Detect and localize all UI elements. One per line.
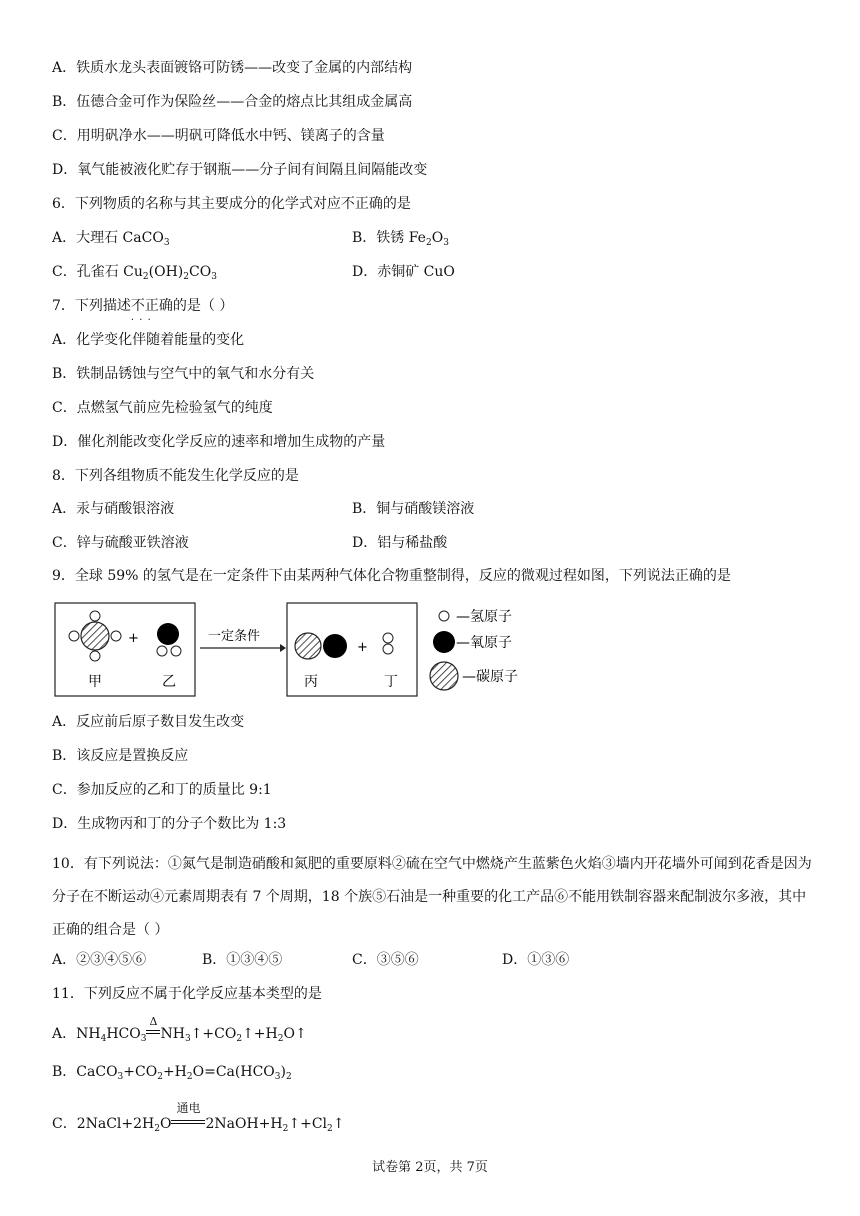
q11-option-b: B．$CaCO_3+CO_2+H_2O=Ca(HCO_3)_2$ — [52, 1064, 292, 1082]
water-molecule-icon — [157, 623, 181, 656]
q11-stem: 11．下列反应不属于化学反应基本类型的是 — [52, 986, 322, 1002]
q6-option-d: D．赤铜矿 CuO — [352, 264, 455, 280]
page-footer: 试卷第 2页，共 7页 — [372, 1160, 488, 1175]
arrow-head-icon — [280, 644, 286, 652]
reaction-condition: 一定条件 — [208, 629, 261, 644]
q6-option-c: C．孔雀石 $Cu_2(OH)_2CO_3$ — [52, 264, 217, 282]
q6-option-a: A．大理石 CaCO$_3$ — [52, 230, 170, 248]
q6-option-b: B．铁锈 $Fe_2O_3$ — [352, 230, 449, 248]
q8-stem: 8．下列各组物质不能发生化学反应的是 — [52, 468, 299, 484]
q11-option-a: A．$NH_4HCO_3$ Δ $NH_3↑+CO_2↑+H_2O↑$ — [52, 1015, 307, 1044]
reaction-diagram — [54, 602, 554, 702]
label-jia: 甲 — [88, 674, 102, 690]
legend-carbon: —碳原子 — [462, 669, 518, 685]
heating-condition: Δ — [146, 1024, 160, 1044]
q8-option-a: A．汞与硝酸银溶液 — [52, 501, 175, 517]
q10-option-c: C．③⑤⑥ — [352, 952, 419, 968]
q9-stem: 9．全球 59% 的氢气是在一定条件下由某两种气体化合物重整制得，反应的微观过程如图，下列说法正确的是 — [52, 568, 731, 584]
carbon-atom-icon — [430, 662, 458, 690]
q10-option-a: A．②③④⑤⑥ — [52, 952, 147, 968]
q10-stem: 10．有下列说法：①氮气是制造硝酸和氮肥的重要原料②硫在空气中燃烧产生蓝紫色火焰③墙内开花墙外可闻到花香是因为分子在不断运动④元素周期表有 7 个周期，18 个族⑤石油是一种重要的化工产品⑥不能用铁制容器来配制波尔多液，其中正确的组合是（ ） — [52, 856, 812, 938]
q7-option-c: C．点燃氢气前应先检验氢气的纯度 — [52, 400, 273, 416]
q5-option-a: A．铁质水龙头表面镀铬可防锈——改变了金属的内部结构 — [52, 60, 413, 76]
legend-oxygen: —氧原子 — [456, 635, 512, 651]
q7-stem: 7．下列描述不正确 · · ·的是（ ） — [52, 296, 233, 316]
hydrogen-atom-icon — [439, 611, 449, 621]
q9-option-b: B．该反应是置换反应 — [52, 748, 189, 764]
label-ding: 丁 — [384, 674, 398, 690]
oxygen-atom-icon — [433, 631, 455, 653]
q9-option-c: C．参加反应的乙和丁的质量比 9:1 — [52, 782, 272, 798]
h2-molecule-icon — [383, 633, 393, 654]
co-molecule-icon — [295, 633, 347, 659]
electrolysis-condition: 通电 — [171, 1114, 205, 1134]
legend — [430, 609, 518, 690]
q7-option-a: A．化学变化伴随着能量的变化 — [52, 332, 245, 348]
q7-option-b: B．铁制品锈蚀与空气中的氧气和水分有关 — [52, 366, 315, 382]
q5-option-c: C．用明矾净水——明矾可降低水中钙、镁离子的含量 — [52, 128, 385, 144]
methane-molecule-icon — [69, 611, 121, 661]
q9-option-d: D．生成物丙和丁的分子个数比为 1:3 — [52, 816, 287, 832]
q5-option-d: D．氧气能被液化贮存于钢瓶——分子间有间隔且间隔能改变 — [52, 162, 428, 178]
q10-option-b: B．①③④⑤ — [202, 952, 283, 968]
q11-option-c: C．$2NaCl+2H_2O$ 通电 $2NaOH+H_2↑+Cl_2↑$ — [52, 1101, 345, 1134]
q9-option-a: A．反应前后原子数目发生改变 — [52, 714, 245, 730]
q10-option-d: D．①③⑥ — [502, 952, 570, 968]
q8-option-b: B．铜与硝酸镁溶液 — [352, 501, 475, 517]
q8-option-c: C．锌与硫酸亚铁溶液 — [52, 535, 189, 551]
label-bing: 丙 — [304, 674, 318, 690]
legend-hydrogen: —氢原子 — [456, 609, 512, 625]
label-yi: 乙 — [162, 674, 176, 690]
plus-sign: + — [357, 640, 368, 655]
q5-option-b: B．伍德合金可作为保险丝——合金的熔点比其组成金属高 — [52, 94, 413, 110]
plus-sign: + — [128, 631, 139, 646]
emphasis-dots: 不正确 · · · — [131, 298, 173, 314]
q7-option-d: D．催化剂能改变化学反应的速率和增加生成物的产量 — [52, 434, 386, 450]
q8-option-d: D．铝与稀盐酸 — [352, 535, 448, 551]
q6-stem: 6．下列物质的名称与其主要成分的化学式对应不正确的是 — [52, 196, 411, 212]
